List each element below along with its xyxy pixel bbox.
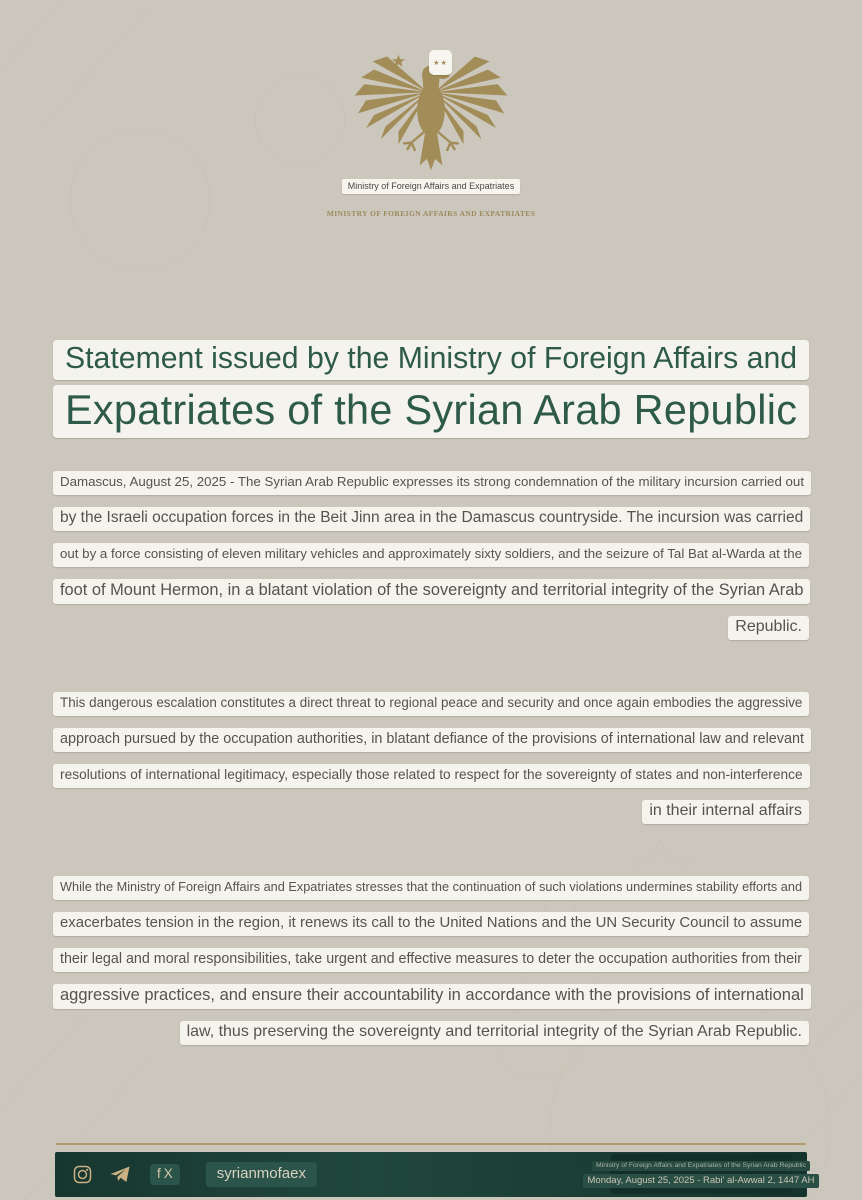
line-text: Republic. bbox=[735, 618, 802, 635]
title-line-2 bbox=[53, 385, 809, 438]
line-text: This dangerous escalation constitutes a direct threat to regional peace and security and once again embodies the aggressive bbox=[60, 695, 803, 710]
statement-line bbox=[53, 692, 809, 716]
statement-line bbox=[53, 800, 809, 824]
footer-divider bbox=[56, 1143, 806, 1145]
statement-paragraph bbox=[53, 471, 809, 640]
line-text: by the Israeli occupation forces in the Beit Jinn area in the Damascus countryside. The incursion was carried bbox=[60, 509, 804, 526]
ministry-name-caps: MINISTRY OF FOREIGN AFFAIRS AND EXPATRIATES bbox=[326, 209, 536, 218]
x-icon[interactable]: X bbox=[163, 1166, 173, 1181]
statement-line bbox=[53, 471, 809, 495]
line-text: foot of Mount Hermon, in a blatant violation of the sovereignty and territorial integrity of the Syrian Arab bbox=[60, 581, 804, 599]
line-highlight bbox=[53, 984, 811, 1009]
statement-line bbox=[53, 912, 809, 936]
line-highlight bbox=[642, 800, 809, 824]
statement-line bbox=[53, 948, 809, 972]
statement-line bbox=[53, 984, 809, 1009]
statement-paragraph bbox=[53, 876, 809, 1045]
line-highlight bbox=[53, 948, 809, 972]
line-highlight bbox=[728, 616, 809, 640]
statement-body bbox=[53, 471, 809, 1097]
line-highlight bbox=[53, 764, 810, 788]
statement-line bbox=[53, 543, 809, 567]
title-text: Expatriates of the Syrian Arab Republic bbox=[65, 387, 798, 433]
statement-title bbox=[53, 340, 809, 443]
statement-line bbox=[53, 728, 809, 752]
footer-org-line: Ministry of Foreign Affairs and Expatriates of the Syrian Arab Republic bbox=[592, 1161, 810, 1171]
line-highlight bbox=[53, 876, 809, 900]
line-highlight bbox=[53, 543, 809, 567]
title-highlight bbox=[53, 385, 809, 438]
telegram-icon[interactable] bbox=[110, 1166, 130, 1183]
footer-bar bbox=[55, 1152, 815, 1197]
statement-line bbox=[53, 1021, 809, 1045]
title-highlight bbox=[53, 340, 809, 380]
line-highlight bbox=[53, 507, 810, 531]
line-highlight bbox=[180, 1021, 809, 1045]
statement-line bbox=[53, 579, 809, 604]
statement-line bbox=[53, 507, 809, 531]
line-text: out by a force consisting of eleven military vehicles and approximately sixty soldiers, and the seizure of Tal Bat al-Warda at the bbox=[60, 546, 803, 561]
instagram-icon[interactable] bbox=[73, 1165, 92, 1184]
stars-badge: ★★ bbox=[429, 50, 452, 75]
facebook-icon[interactable]: f bbox=[157, 1166, 161, 1181]
line-highlight bbox=[53, 692, 809, 716]
line-text: resolutions of international legitimacy, especially those related to respect for the sovereignty of states and non-interference bbox=[60, 767, 803, 782]
footer-info-box bbox=[587, 1154, 815, 1194]
line-text: While the Ministry of Foreign Affairs and Expatriates stresses that the continuation of such violations undermines stability efforts and bbox=[60, 880, 803, 894]
statement-line bbox=[53, 876, 809, 900]
line-text: in their internal affairs bbox=[649, 802, 802, 819]
line-highlight bbox=[53, 471, 811, 495]
line-highlight bbox=[53, 579, 810, 604]
line-highlight bbox=[53, 912, 809, 936]
line-text: aggressive practices, and ensure their accountability in accordance with the provisions of international bbox=[60, 986, 804, 1004]
title-text: Statement issued by the Ministry of Foreign Affairs and bbox=[65, 342, 798, 375]
statement-line bbox=[53, 764, 809, 788]
facebook-x-pill[interactable] bbox=[150, 1164, 180, 1185]
line-highlight bbox=[53, 728, 811, 752]
line-text: their legal and moral responsibilities, take urgent and effective measures to deter the occupation authorities from their bbox=[60, 951, 802, 967]
line-text: Damascus, August 25, 2025 - The Syrian Arab Republic expresses its strong condemnation of the military incursion carried out bbox=[60, 474, 805, 489]
statement-line bbox=[53, 616, 809, 640]
title-line-1 bbox=[53, 340, 809, 380]
line-text: law, thus preserving the sovereignty and territorial integrity of the Syrian Arab Republic. bbox=[186, 1023, 802, 1040]
footer-date-line: Monday, August 25, 2025 - Rabi' al-Awwal 2, 1447 AH bbox=[583, 1174, 820, 1188]
social-handle[interactable]: syrianmofaex bbox=[206, 1162, 317, 1187]
ministry-name-label: Ministry of Foreign Affairs and Expatriates bbox=[342, 179, 520, 194]
line-text: exacerbates tension in the region, it renews its call to the United Nations and the UN Security Council to assume bbox=[60, 915, 803, 931]
statement-paragraph bbox=[53, 692, 809, 824]
line-text: approach pursued by the occupation authorities, in blatant defiance of the provisions of international law and relevant bbox=[60, 731, 804, 747]
